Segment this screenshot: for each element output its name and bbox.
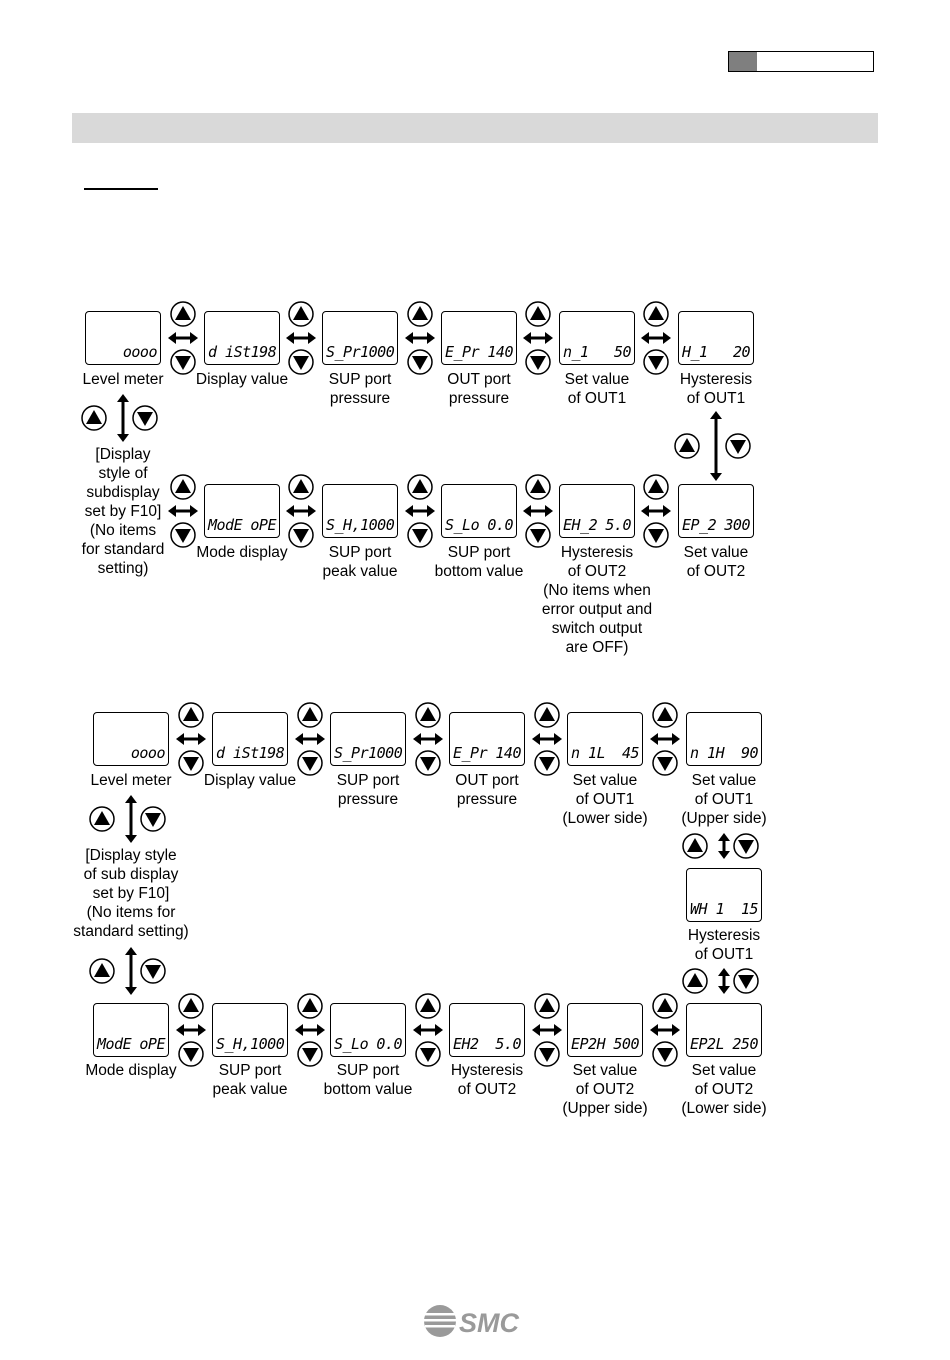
arrow-head-left-icon xyxy=(168,332,176,344)
lcd-right-text: 300 xyxy=(724,516,750,534)
arrow-head-right-icon xyxy=(545,332,553,344)
arrow-head-right-icon xyxy=(317,733,325,745)
arrow-head-left-icon xyxy=(295,1024,303,1036)
lcd-caption: SUP port bottom value xyxy=(323,1062,413,1098)
lcd-left-text: n 1H xyxy=(690,744,725,762)
arrow-head-right-icon xyxy=(672,733,680,745)
lcd-right-text: 500 xyxy=(613,1035,639,1053)
lcd-caption: Mode display xyxy=(196,544,288,561)
lcd-caption: Mode display xyxy=(85,1062,177,1079)
lcd-left-text: S_Lo xyxy=(334,1035,369,1053)
arrow-head-left-icon xyxy=(286,505,294,517)
lcd-left-text: S_Lo xyxy=(445,516,480,534)
arrow-head-left-icon xyxy=(405,332,413,344)
arrow-head-down-icon xyxy=(125,987,137,995)
smc-logo xyxy=(421,1302,531,1340)
arrow-head-right-icon xyxy=(198,1024,206,1036)
lcd-caption: Hysteresis of OUT2 (No items when error output and switch output are OFF) xyxy=(541,544,653,656)
lcd-right-text: 5.0 xyxy=(605,516,631,534)
lcd-left-text: EP_2 xyxy=(682,516,717,534)
lcd-caption: Set value of OUT1 (Upper side) xyxy=(681,772,767,827)
lcd-caption: Display value xyxy=(203,772,297,789)
lcd-left-text: S_Pr xyxy=(326,343,361,361)
lcd-right-text: 1000 xyxy=(360,516,395,534)
arrow-head-up-icon xyxy=(710,411,722,419)
lcd-caption: Set value of OUT2 xyxy=(683,544,749,580)
lcd-left-text: d iSt xyxy=(216,744,259,762)
lcd-left-text: n 1L xyxy=(571,744,606,762)
lcd-right-text: 20 xyxy=(732,343,750,361)
lcd-right-text: 198 xyxy=(250,343,277,361)
arrow-head-down-icon xyxy=(718,986,730,994)
arrow-head-up-icon xyxy=(718,833,730,841)
lcd-caption: SUP port peak value xyxy=(212,1062,288,1098)
lcd-left-text: ModE xyxy=(208,516,243,534)
arrow-head-up-icon xyxy=(125,795,137,803)
lcd-left-text: EP2L xyxy=(690,1035,725,1053)
lcd-caption: SUP port peak value xyxy=(322,544,398,580)
arrow-head-right-icon xyxy=(663,505,671,517)
arrow-head-right-icon xyxy=(663,332,671,344)
arrow-head-right-icon xyxy=(427,505,435,517)
arrow-head-left-icon xyxy=(650,1024,658,1036)
arrow-head-left-icon xyxy=(650,733,658,745)
arrow-head-left-icon xyxy=(405,505,413,517)
arrow-head-right-icon xyxy=(435,733,443,745)
lcd-right-text: oPE xyxy=(250,516,276,534)
lcd-caption: OUT port pressure xyxy=(447,371,511,407)
lcd-right-text: 140 xyxy=(487,343,513,361)
lcd-left-text: H_1 xyxy=(682,343,708,361)
side-note: [Display style of sub display set by F10] (No items for standard setting) xyxy=(73,847,189,940)
lcd-caption: Hysteresis of OUT1 xyxy=(687,927,761,963)
lcd-left-text: E_Pr xyxy=(453,744,488,762)
lcd-left-text: n_1 xyxy=(563,343,589,361)
arrow-head-left-icon xyxy=(523,332,531,344)
logo-text: SMC xyxy=(459,1308,519,1338)
lcd-caption: Hysteresis of OUT2 xyxy=(450,1062,524,1098)
arrow-head-left-icon xyxy=(641,332,649,344)
arrow-head-up-icon xyxy=(718,968,730,976)
arrow-head-right-icon xyxy=(317,1024,325,1036)
lcd-left-text: S_H, xyxy=(326,516,361,534)
arrow-head-down-icon xyxy=(718,851,730,859)
lcd-left-text: EH2 xyxy=(453,1035,479,1053)
lcd-right-text: oooo xyxy=(130,744,165,762)
lcd-left-text: EH_2 xyxy=(563,516,598,534)
arrow-head-left-icon xyxy=(168,505,176,517)
lcd-caption: Level meter xyxy=(90,772,172,789)
arrow-head-right-icon xyxy=(427,332,435,344)
arrow-head-left-icon xyxy=(532,733,540,745)
lcd-right-text: 50 xyxy=(613,343,631,361)
lcd-left-text: E_Pr xyxy=(445,343,480,361)
arrow-head-right-icon xyxy=(435,1024,443,1036)
arrow-head-down-icon xyxy=(117,434,129,442)
arrow-head-left-icon xyxy=(523,505,531,517)
arrow-head-down-icon xyxy=(125,835,137,843)
arrow-head-right-icon xyxy=(545,505,553,517)
lcd-caption: SUP port pressure xyxy=(328,371,392,407)
arrow-head-left-icon xyxy=(532,1024,540,1036)
lcd-right-text: 90 xyxy=(740,744,758,762)
arrow-head-right-icon xyxy=(308,332,316,344)
arrow-head-left-icon xyxy=(286,332,294,344)
arrow-head-left-icon xyxy=(176,733,184,745)
arrow-head-right-icon xyxy=(308,505,316,517)
lcd-left-text: d iSt xyxy=(208,343,251,361)
arrow-head-right-icon xyxy=(554,1024,562,1036)
lcd-left-text: ModE xyxy=(97,1035,132,1053)
lcd-caption: Set value of OUT2 (Upper side) xyxy=(562,1062,648,1117)
lcd-caption: OUT port pressure xyxy=(455,772,519,808)
lcd-right-text: oPE xyxy=(139,1035,165,1053)
lcd-left-text: S_H, xyxy=(216,1035,251,1053)
lcd-caption: Display value xyxy=(195,371,289,388)
lcd-right-text: 0.0 xyxy=(376,1035,402,1053)
lcd-caption: Set value of OUT1 (Lower side) xyxy=(562,772,648,827)
lcd-right-text: oooo xyxy=(122,343,157,361)
lcd-caption: SUP port bottom value xyxy=(434,544,524,580)
arrow-head-left-icon xyxy=(413,1024,421,1036)
lcd-right-text: 0.0 xyxy=(487,516,513,534)
arrow-head-right-icon xyxy=(198,733,206,745)
arrow-head-right-icon xyxy=(554,733,562,745)
lcd-right-text: 198 xyxy=(258,744,285,762)
arrow-head-left-icon xyxy=(295,733,303,745)
lcd-caption: Set value of OUT2 (Lower side) xyxy=(681,1062,767,1117)
lcd-caption: SUP port pressure xyxy=(336,772,400,808)
arrow-head-left-icon xyxy=(176,1024,184,1036)
lcd-caption: Hysteresis of OUT1 xyxy=(679,371,753,407)
lcd-left-text: S_Pr xyxy=(334,744,369,762)
lcd-caption: Level meter xyxy=(82,371,164,388)
arrow-head-left-icon xyxy=(641,505,649,517)
lcd-right-text: 1000 xyxy=(250,1035,285,1053)
arrow-head-up-icon xyxy=(117,394,129,402)
lcd-right-text: 140 xyxy=(495,744,521,762)
lcd-right-text: 15 xyxy=(740,900,758,918)
lcd-right-text: 5.0 xyxy=(495,1035,521,1053)
lcd-left-text: EP2H xyxy=(571,1035,606,1053)
arrow-head-left-icon xyxy=(413,733,421,745)
side-note: [Display style of subdisplay set by F10] (No items for standard setting) xyxy=(81,446,165,577)
arrow-head-down-icon xyxy=(710,473,722,481)
lcd-left-text: WH 1 xyxy=(690,900,725,918)
arrow-head-up-icon xyxy=(125,947,137,955)
lcd-right-text: 1000 xyxy=(360,343,395,361)
lcd-caption: Set value of OUT1 xyxy=(564,371,630,407)
arrow-head-right-icon xyxy=(190,332,198,344)
lcd-right-text: 45 xyxy=(621,744,639,762)
lcd-right-text: 250 xyxy=(732,1035,758,1053)
arrow-head-right-icon xyxy=(672,1024,680,1036)
arrow-head-right-icon xyxy=(190,505,198,517)
lcd-right-text: 1000 xyxy=(368,744,403,762)
